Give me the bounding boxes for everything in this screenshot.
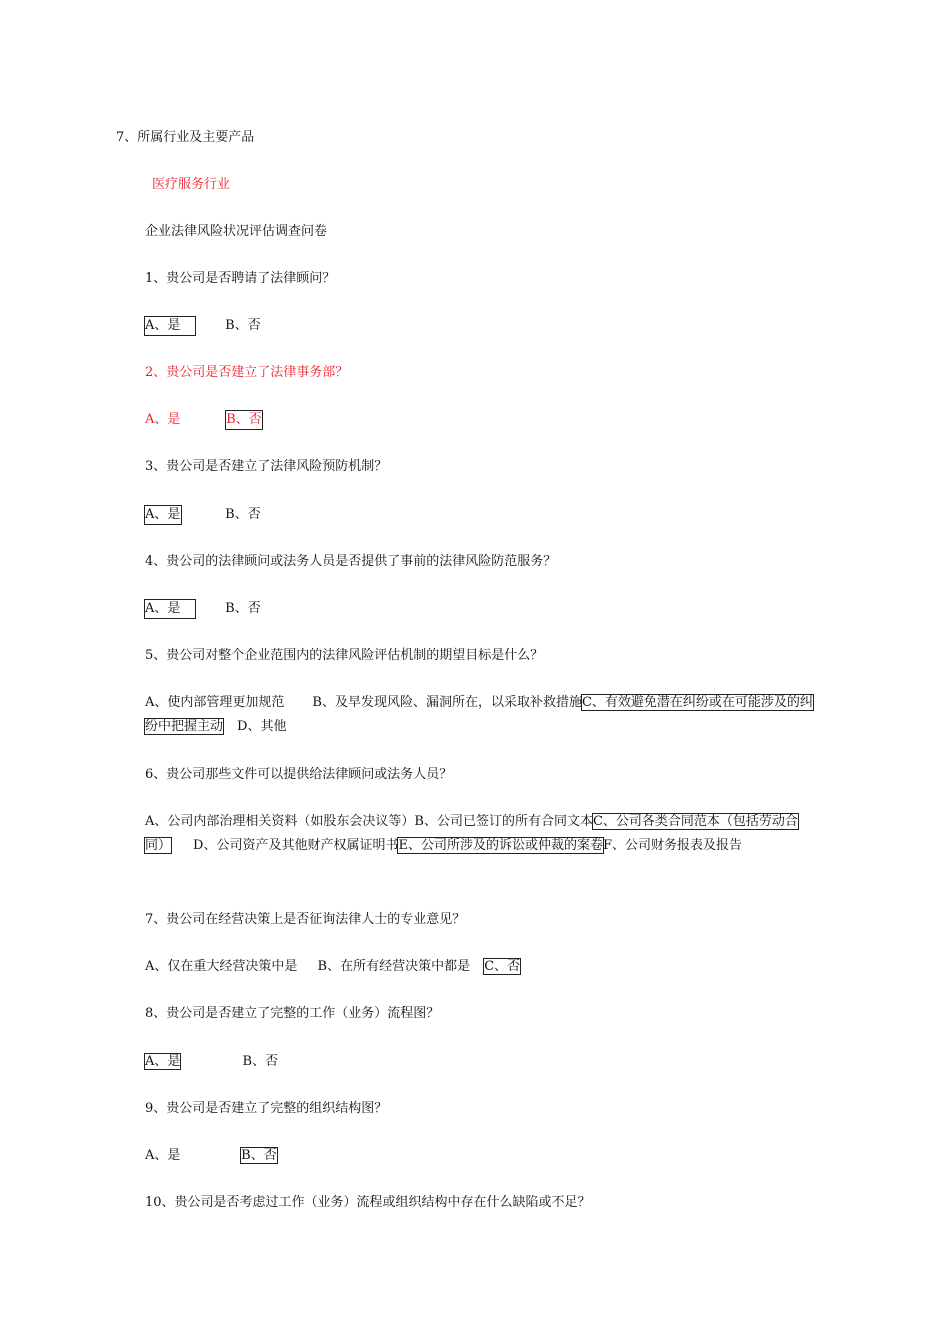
question-2: 2、贵公司是否建立了法律事务部？	[145, 365, 349, 380]
option-c-selected[interactable]: C、有效避免潜在纠纷或在可能涉及的纠纷中把握主动	[145, 695, 813, 734]
option-b[interactable]: B、公司已签订的所有合同文本	[414, 814, 593, 829]
option-b[interactable]: B、在所有经营决策中都是	[317, 959, 471, 974]
question-3: 3、贵公司是否建立了法律风险预防机制？	[145, 459, 388, 474]
option-a-selected[interactable]: A、是	[145, 507, 181, 522]
option-a-selected[interactable]	[145, 1053, 180, 1071]
question-5: 5、贵公司对整个企业范围内的法律风险评估机制的期望目标是什么？	[145, 648, 544, 663]
survey-title: 企业法律风险状况评估调查问卷	[145, 224, 328, 239]
options-2	[145, 411, 262, 429]
option-e-selected[interactable]: E、公司所涉及的诉讼或仲裁的案卷	[398, 838, 603, 853]
option-c-selected[interactable]	[484, 958, 520, 976]
option-c-selected[interactable]: C、公司各类合同范本（包括劳动合同）	[145, 814, 798, 853]
options-5	[145, 691, 815, 739]
question-7: 7、贵公司在经营决策上是否征询法律人士的专业意见？	[145, 912, 466, 927]
question-10: 10、贵公司是否考虑过工作（业务）流程或组织结构中存在什么缺陷或不足？	[145, 1195, 591, 1210]
option-a[interactable]: A、是	[145, 1148, 181, 1163]
option-b-label: B、否	[241, 1148, 277, 1163]
question-6: 6、贵公司那些文件可以提供给法律顾问或法务人员？	[145, 767, 453, 782]
question-9: 9、贵公司是否建立了完整的组织结构图？	[145, 1101, 388, 1116]
option-a[interactable]: A、使内部管理更加规范	[145, 695, 285, 710]
options-9	[145, 1147, 277, 1165]
question-8: 8、贵公司是否建立了完整的工作（业务）流程图？	[145, 1006, 440, 1021]
option-c-label: C、否	[484, 959, 521, 974]
question-1: 1、贵公司是否聘请了法律顾问？	[145, 271, 336, 286]
option-a[interactable]: A、仅在重大经营决策中是	[145, 959, 298, 974]
options-7	[145, 958, 520, 976]
option-a-selected[interactable]: A、是	[145, 317, 195, 335]
option-b[interactable]: B、否	[225, 318, 261, 333]
option-b[interactable]: B、否	[225, 507, 261, 522]
options-1	[145, 317, 261, 335]
question-4: 4、贵公司的法律顾问或法务人员是否提供了事前的法律风险防范服务？	[145, 554, 557, 569]
option-a-label: A、是	[145, 1054, 181, 1069]
option-a[interactable]: A、是	[145, 412, 181, 427]
option-b[interactable]: B、否	[242, 1054, 279, 1069]
option-f[interactable]: F、公司财务报表及报告	[602, 838, 742, 853]
option-a[interactable]: A、公司内部治理相关资料（如股东会决议等）	[145, 814, 415, 829]
option-b[interactable]: B、及早发现风险、漏洞所在，以采取补救措施	[312, 695, 582, 710]
option-d[interactable]: D、公司资产及其他财产权属证明书	[193, 838, 399, 853]
industry-heading: 7、所属行业及主要产品	[116, 130, 255, 145]
options-8	[145, 1053, 278, 1071]
option-b-selected[interactable]	[241, 1147, 277, 1165]
options-3	[145, 506, 261, 524]
option-b[interactable]: B、否	[225, 601, 261, 616]
option-b-selected[interactable]: B、否	[226, 412, 262, 427]
option-a-selected[interactable]: A、是	[145, 600, 195, 618]
option-d[interactable]: D、其他	[237, 719, 287, 734]
options-4	[145, 600, 261, 618]
industry-answer: 医疗服务行业	[152, 177, 231, 192]
options-6	[145, 810, 815, 858]
